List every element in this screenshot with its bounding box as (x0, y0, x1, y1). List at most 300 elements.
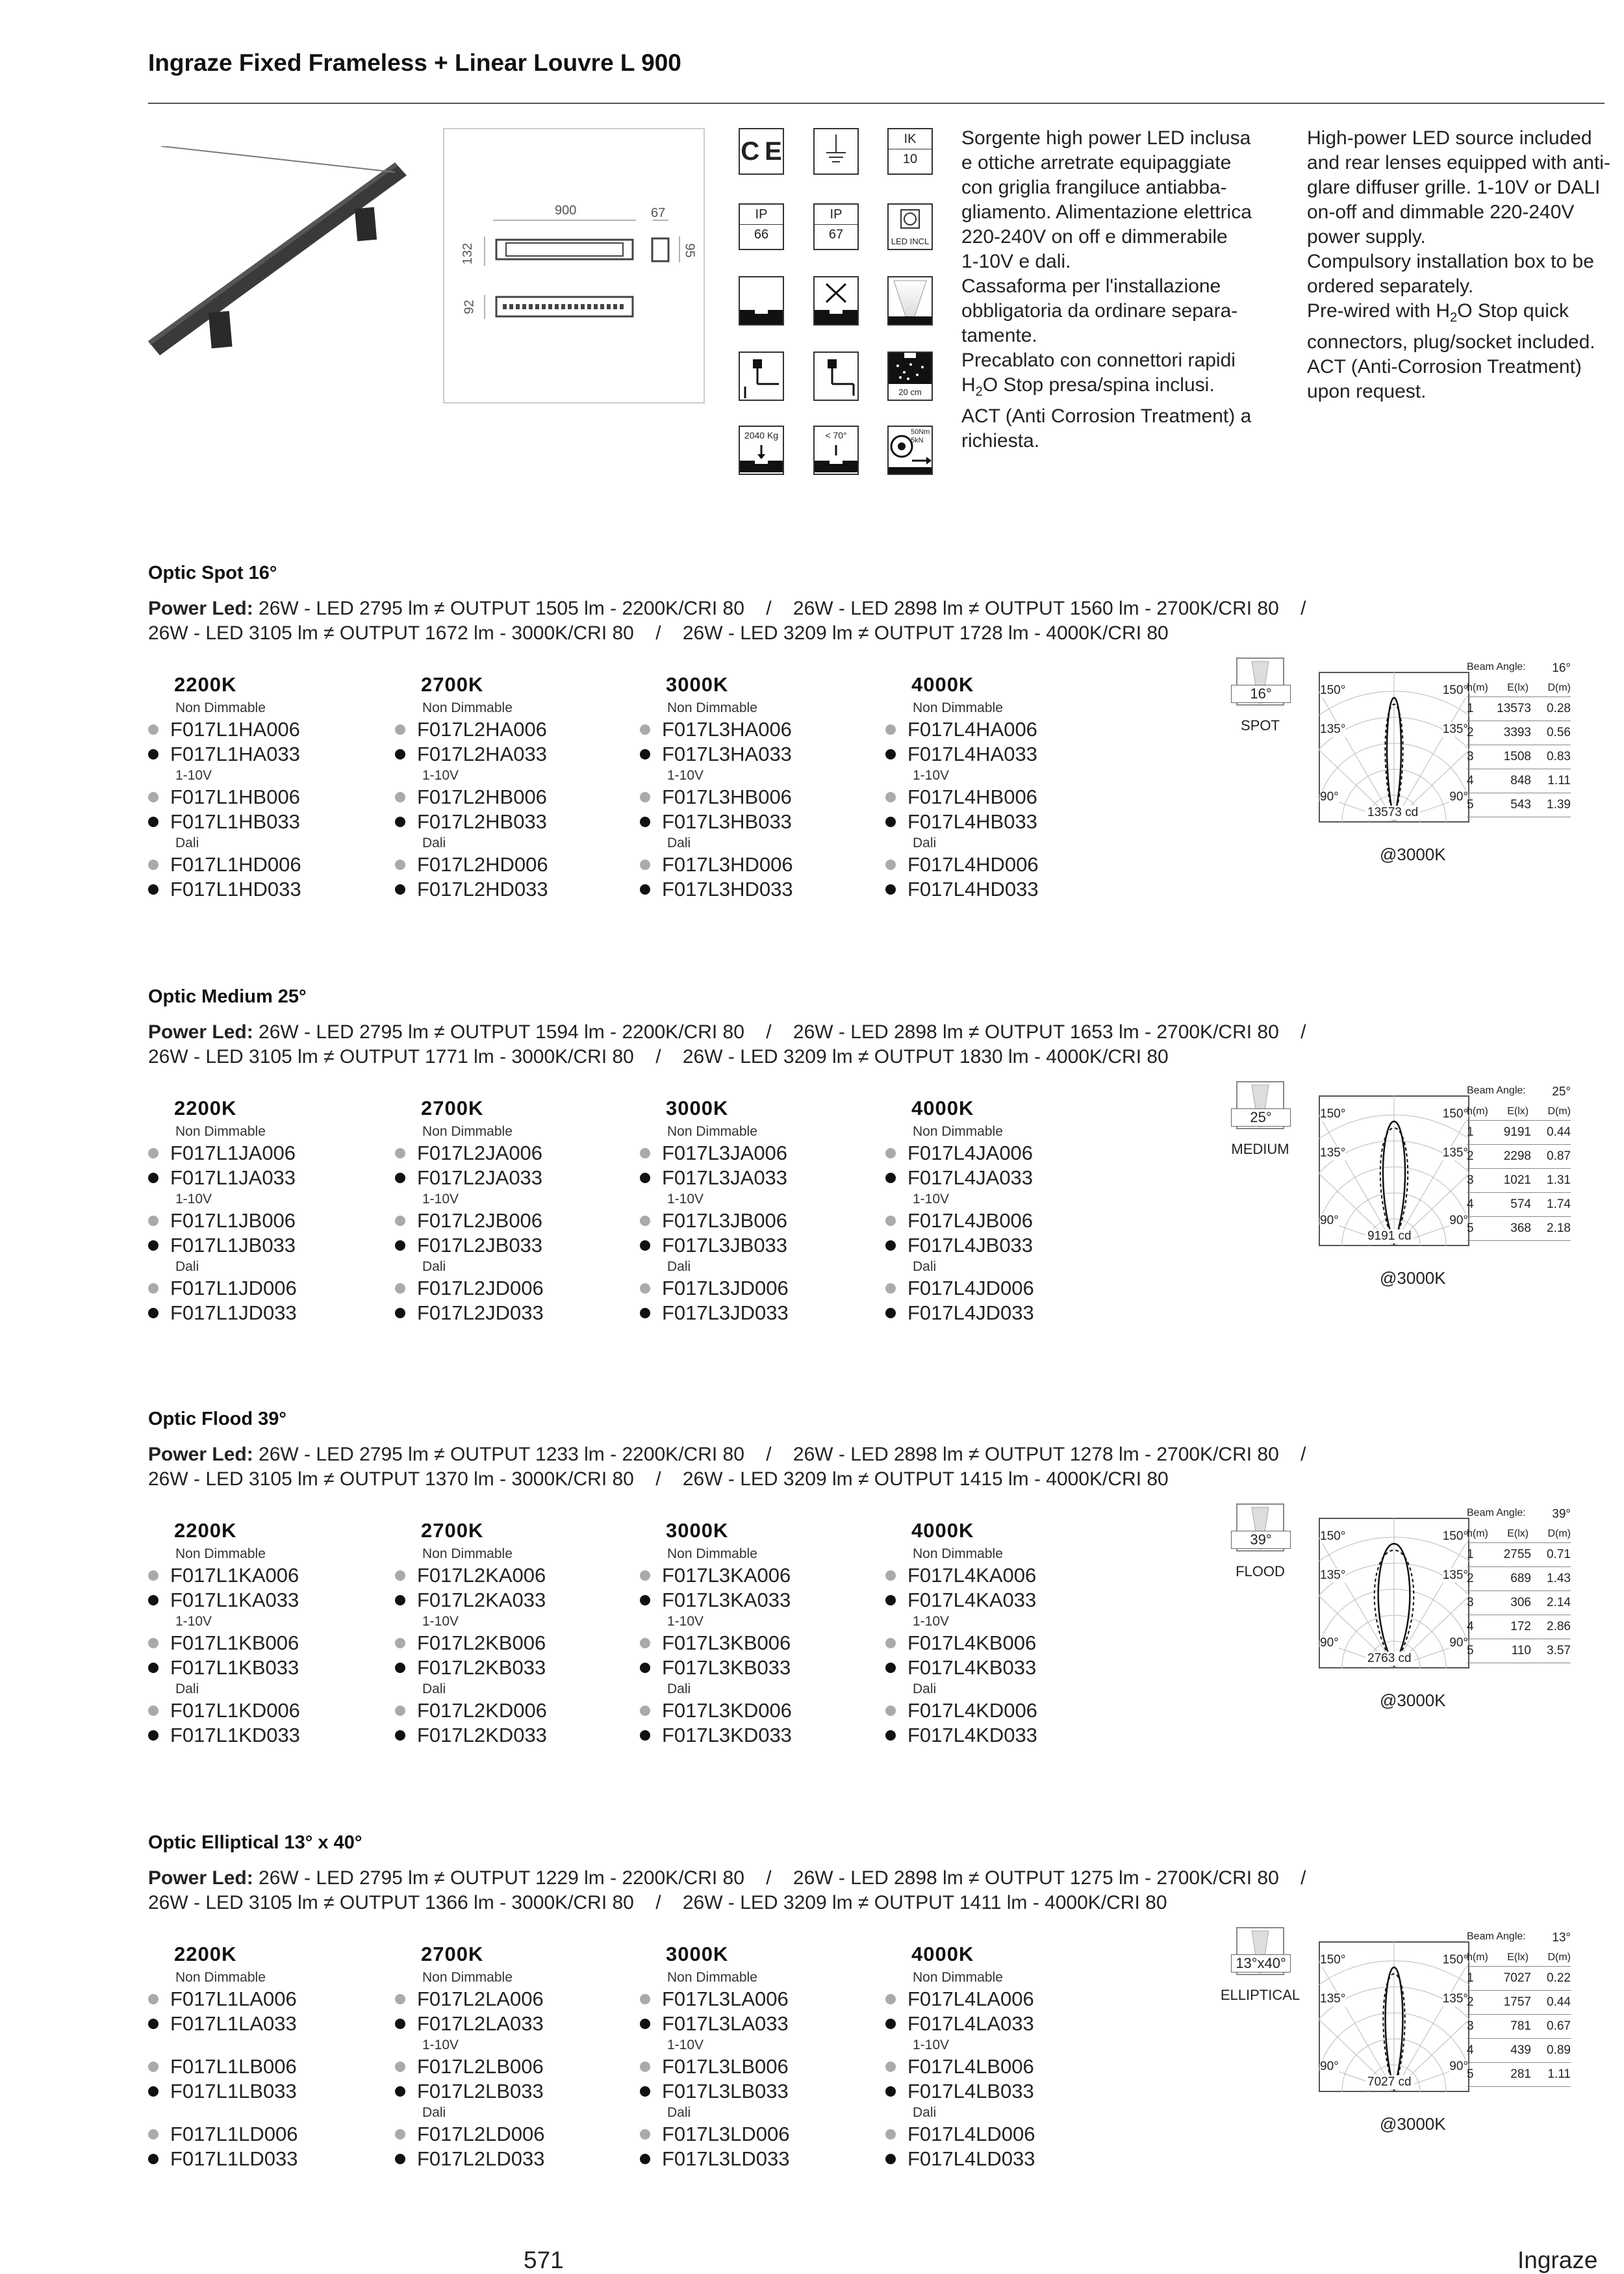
product-code: F017L1HD006 (170, 853, 301, 876)
black-finish-dot (395, 1595, 405, 1605)
ground-icon (813, 128, 859, 175)
black-finish-dot (395, 1173, 405, 1183)
black-finish-dot (148, 817, 159, 827)
dimming-label (175, 2036, 382, 2054)
product-code: F017L3JD006 (662, 1277, 789, 1299)
dimming-label: Dali (422, 836, 446, 850)
beam-table-cell: 13573 (1497, 702, 1531, 715)
dimming-label: 1-10V (913, 768, 950, 783)
grey-finish-dot (148, 1570, 159, 1581)
dimming-label: Non Dimmable (913, 700, 1003, 715)
product-code: F017L1KB006 (170, 1631, 299, 1654)
polar-temperature-label: @3000K (1380, 1691, 1446, 1710)
product-code: F017L2HD033 (417, 878, 548, 901)
product-code-row (148, 1166, 382, 1190)
beam-table-cell: 3 (1467, 750, 1474, 763)
dimming-label: 1-10V (667, 768, 704, 783)
power-line-1 (148, 596, 1306, 620)
product-code-row (148, 1233, 382, 1258)
beam-table-cell: 3 (1467, 1596, 1474, 1609)
dimming-label: Non Dimmable (667, 1124, 757, 1139)
product-code: F017L3LA006 (662, 1987, 789, 2010)
beam-table-row (1467, 1567, 1571, 1591)
black-finish-dot (885, 1730, 896, 1741)
product-code: F017L1KA033 (170, 1589, 299, 1611)
beam-table-cell: 0.22 (1547, 1971, 1571, 1985)
product-code-row (148, 1987, 382, 2012)
beam-table-cell: 306 (1510, 1596, 1531, 1609)
color-temperature: 2700K (421, 1519, 484, 1542)
product-code: F017L3LA033 (662, 2012, 789, 2035)
dimming-label: 1-10V (667, 1614, 704, 1629)
grey-finish-dot (148, 2062, 159, 2072)
gravel-drainage-icon: 20 cm (887, 351, 933, 401)
grey-finish-dot (395, 1148, 405, 1158)
color-temperature: 4000K (911, 1097, 974, 1119)
beam-table-cell: 574 (1510, 1197, 1531, 1211)
product-code: F017L4HB033 (907, 810, 1037, 833)
beam-table-row (1467, 1967, 1571, 1991)
beam-table-cell: 281 (1510, 2067, 1531, 2081)
black-finish-dot (395, 2154, 405, 2164)
product-code-row (885, 810, 1119, 834)
product-code: F017L3HA006 (662, 718, 792, 741)
color-temperature: 2700K (421, 1943, 484, 1965)
product-code-row (148, 810, 382, 834)
product-code: F017L2HB033 (417, 810, 547, 833)
dimming-label: Dali (667, 836, 691, 850)
product-code-row (395, 1301, 629, 1325)
black-finish-dot (885, 884, 896, 895)
description-line: Precablato con connettori rapidi (961, 350, 1236, 371)
product-code: F017L4KA033 (907, 1589, 1037, 1611)
product-code-row (640, 1698, 874, 1723)
product-code-row (395, 742, 629, 767)
beam-angle-title (1467, 1085, 1571, 1099)
description-line: ACT (Anti Corrosion Treatment) a (961, 405, 1252, 427)
product-code-column (640, 673, 874, 902)
grey-finish-dot (395, 792, 405, 802)
beam-angle-value: 13° (1552, 1931, 1571, 1945)
grey-finish-dot (885, 1570, 896, 1581)
product-code-row (395, 2122, 629, 2147)
beam-table-cell: 110 (1511, 1644, 1531, 1657)
product-code-column (640, 1519, 874, 1748)
product-code: F017L3KD006 (662, 1699, 792, 1722)
product-code-row (148, 1141, 382, 1166)
beam-table-cell: 1021 (1503, 1173, 1531, 1187)
grey-finish-dot (885, 1638, 896, 1648)
description-line: Sorgente high power LED inclusa (961, 127, 1251, 149)
product-code-row (640, 1588, 874, 1613)
grey-finish-dot (885, 1706, 896, 1716)
product-code-row (395, 1166, 629, 1190)
grey-finish-dot (395, 1570, 405, 1581)
black-finish-dot (395, 2086, 405, 2097)
grey-finish-dot (640, 1216, 650, 1226)
black-finish-dot (885, 1173, 896, 1183)
beam-table-cell: 0.89 (1547, 2043, 1571, 2057)
beam-table-row (1467, 1991, 1571, 2015)
black-finish-dot (885, 749, 896, 760)
dimming-label: Non Dimmable (175, 700, 266, 715)
grey-finish-dot (148, 1706, 159, 1716)
beam-table-row (1467, 1543, 1571, 1567)
description-line: on-off and dimmable 220-240V (1307, 201, 1575, 223)
product-code: F017L4HA006 (907, 718, 1037, 741)
beam-table-cell: 2 (1467, 1149, 1474, 1163)
product-code: F017L4JB006 (907, 1209, 1034, 1232)
beam-table-header-cell: D(m) (1547, 1528, 1571, 1539)
no-drive-over-icon (813, 276, 859, 326)
beam-table-cell: 1 (1467, 1548, 1474, 1561)
product-code-row (640, 1208, 874, 1233)
dimming-label: Dali (913, 836, 937, 850)
product-code-row (885, 2012, 1119, 2036)
product-code: F017L2HA033 (417, 743, 547, 765)
product-code: F017L3JB006 (662, 1209, 788, 1232)
power-line-1 (148, 1866, 1306, 1890)
product-code: F017L3KB006 (662, 1631, 791, 1654)
beam-table-cell: 3393 (1503, 726, 1531, 739)
product-code-row (148, 1723, 382, 1748)
description-line: Cassaforma per l'installazione (961, 275, 1221, 297)
beam-table-cell: 0.56 (1547, 726, 1571, 739)
grey-finish-dot (148, 1148, 159, 1158)
product-code-row (885, 2147, 1119, 2171)
beam-table-cell: 4 (1467, 774, 1474, 787)
product-code-row (148, 1698, 382, 1723)
description-line: gliamento. Alimentazione elettrica (961, 201, 1252, 223)
technical-drawing (443, 128, 705, 403)
beam-table-cell: 543 (1510, 798, 1531, 811)
impact-force-icon: 50Nm 5kN (887, 426, 933, 475)
product-code: F017L2LD006 (417, 2123, 545, 2145)
beam-table-header-cell: E(lx) (1507, 1528, 1529, 1539)
optic-degree-badge: 39° (1231, 1531, 1291, 1549)
beam-table-cell: 1.39 (1547, 798, 1571, 811)
product-code-row (395, 2054, 629, 2079)
beam-table-cell: 3 (1467, 2019, 1474, 2033)
product-code: F017L2LB006 (417, 2055, 544, 2078)
power-values: 26W - LED 2795 lm ≠ OUTPUT 1505 lm - 2200K/CRI 80 / 26W - LED 2898 lm ≠ OUTPUT 1560 lm - 2700K/CRI 80 / (253, 598, 1306, 619)
beam-table-cell: 848 (1510, 774, 1531, 787)
beam-angle-table (1467, 1507, 1571, 1663)
product-code: F017L1KB033 (170, 1656, 299, 1679)
grey-finish-dot (395, 1994, 405, 2004)
product-code-row (640, 1166, 874, 1190)
beam-table-cell: 7027 (1503, 1971, 1531, 1985)
beam-table-header-cell: D(m) (1547, 1106, 1571, 1117)
product-code-column (885, 1097, 1119, 1325)
product-code-column (885, 1943, 1119, 2171)
grey-finish-dot (148, 2129, 159, 2140)
dimming-label: 1-10V (175, 768, 212, 783)
beam-table-cell: 2.18 (1547, 1221, 1571, 1235)
beam-table-cell: 2298 (1503, 1149, 1531, 1163)
beam-table-cell: 1508 (1503, 750, 1531, 763)
optic-type-label: ELLIPTICAL (1220, 1987, 1300, 2003)
product-code: F017L4JD006 (907, 1277, 1034, 1299)
ik-rating-icon: IK 10 (887, 128, 933, 175)
product-code: F017L1HA006 (170, 718, 300, 741)
dimming-label: Dali (175, 1681, 199, 1696)
grey-finish-dot (148, 792, 159, 802)
beam-table-cell: 2 (1467, 1995, 1474, 2009)
polar-candela-label: 9191 cd (1365, 1229, 1414, 1244)
product-code: F017L2HD006 (417, 853, 548, 876)
black-finish-dot (395, 2019, 405, 2029)
product-code: F017L3HA033 (662, 743, 792, 765)
description-line: High-power LED source included (1307, 127, 1592, 149)
black-finish-dot (885, 817, 896, 827)
black-finish-dot (148, 1308, 159, 1318)
grey-finish-dot (640, 1706, 650, 1716)
beam-table-header-cell: E(lx) (1507, 1952, 1529, 1963)
grey-finish-dot (885, 2129, 896, 2140)
optic-type-label: MEDIUM (1231, 1141, 1289, 1157)
beam-table-row (1467, 697, 1571, 721)
color-temperature: 2200K (174, 1943, 237, 1965)
section-title: Optic Elliptical 13° x 40° (148, 1832, 362, 1853)
beam-table-row (1467, 793, 1571, 817)
grey-finish-dot (148, 1994, 159, 2004)
beam-table-header (1467, 1952, 1571, 1967)
product-code-row (148, 717, 382, 742)
section-title: Optic Flood 39° (148, 1409, 286, 1429)
grey-finish-dot (395, 1638, 405, 1648)
product-code-row (885, 717, 1119, 742)
product-code-column (148, 1519, 382, 1748)
color-temperature: 3000K (666, 1943, 729, 1965)
grey-finish-dot (885, 1283, 896, 1294)
dim-base: 92 (462, 300, 477, 314)
product-code: F017L4JD033 (907, 1301, 1034, 1324)
color-temperature: 4000K (911, 1519, 974, 1542)
optic-type-label: SPOT (1241, 717, 1280, 734)
dimming-label: Non Dimmable (175, 1124, 266, 1139)
beam-table-cell: 1.74 (1547, 1197, 1571, 1211)
dimming-label: 1-10V (422, 1614, 459, 1629)
product-code: F017L1LD033 (170, 2147, 298, 2170)
beam-angle-value: 16° (1552, 661, 1571, 675)
product-code: F017L2JB006 (417, 1209, 543, 1232)
dimming-label: Non Dimmable (422, 1970, 513, 1985)
led-included-icon: LED INCL (887, 203, 933, 250)
product-code-column (395, 673, 629, 902)
beam-table-row (1467, 1145, 1571, 1169)
product-code-row (640, 2012, 874, 2036)
product-code-row (148, 1588, 382, 1613)
product-code-row (395, 2079, 629, 2104)
black-finish-dot (640, 1240, 650, 1251)
description-line: 1-10V e dali. (961, 251, 1071, 272)
product-code: F017L1LA006 (170, 1987, 297, 2010)
beam-table-cell: 0.83 (1547, 750, 1571, 763)
plug-connector-icon (739, 351, 784, 401)
beam-table-cell: 1 (1467, 702, 1474, 715)
product-code: F017L1HB006 (170, 786, 300, 808)
black-finish-dot (148, 1730, 159, 1741)
dimming-label: 1-10V (913, 1614, 950, 1629)
grey-finish-dot (395, 1706, 405, 1716)
product-code: F017L3JA006 (662, 1142, 788, 1164)
product-code: F017L1JD033 (170, 1301, 297, 1324)
socket-connector-icon (813, 351, 859, 401)
product-code-row (885, 877, 1119, 902)
grey-finish-dot (395, 860, 405, 870)
product-code: F017L2HB006 (417, 786, 547, 808)
product-code-row (395, 852, 629, 877)
black-finish-dot (148, 2154, 159, 2164)
product-code: F017L3KD033 (662, 1724, 792, 1746)
power-line-1 (148, 1442, 1306, 1466)
beam-table-header-cell: D(m) (1547, 1952, 1571, 1963)
grey-finish-dot (640, 1283, 650, 1294)
product-code: F017L4LD033 (907, 2147, 1035, 2170)
beam-table-row (1467, 1591, 1571, 1615)
product-code: F017L1JA033 (170, 1166, 296, 1189)
black-finish-dot (395, 817, 405, 827)
dimming-label: Dali (667, 1259, 691, 1274)
product-code: F017L3LD006 (662, 2123, 790, 2145)
power-line-1 (148, 1020, 1306, 1044)
product-code-column (395, 1097, 629, 1325)
product-code: F017L1LB006 (170, 2055, 297, 2078)
product-code: F017L4LD006 (907, 2123, 1035, 2145)
color-temperature: 2200K (174, 1097, 237, 1119)
beam-table-row (1467, 2063, 1571, 2087)
product-code-row (148, 2054, 382, 2079)
black-finish-dot (885, 1595, 896, 1605)
product-code: F017L3HD033 (662, 878, 793, 901)
product-code-row (395, 1655, 629, 1680)
dim-length: 900 (555, 203, 577, 218)
section-title: Optic Spot 16° (148, 563, 277, 583)
beam-angle-table (1467, 1085, 1571, 1241)
product-code-row (885, 1631, 1119, 1655)
polar-diagram: 150° 150° 135° 135° 90° 90° 7027 cd (1319, 1941, 1469, 2092)
product-code: F017L1HA033 (170, 743, 300, 765)
product-code: F017L4KD033 (907, 1724, 1037, 1746)
product-code: F017L2LB033 (417, 2080, 544, 2102)
beam-table-cell: 0.44 (1547, 1995, 1571, 2009)
product-code: F017L4LB006 (907, 2055, 1034, 2078)
ce-mark-icon: C E (739, 128, 784, 175)
product-code-column (148, 673, 382, 902)
beam-table-cell: 5 (1467, 1221, 1474, 1235)
beam-table-cell: 0.87 (1547, 1149, 1571, 1163)
beam-table-row (1467, 1217, 1571, 1241)
beam-table-header-cell: E(lx) (1507, 682, 1529, 693)
product-code-row (640, 1233, 874, 1258)
ip67-icon: IP 67 (813, 203, 859, 250)
description-line: ordered separately. (1307, 275, 1474, 297)
description-line: connectors, plug/socket included. (1307, 331, 1595, 353)
polar-candela-label: 2763 cd (1365, 1652, 1414, 1666)
power-line-2: 26W - LED 3105 lm ≠ OUTPUT 1771 lm - 3000K/CRI 80 / 26W - LED 3209 lm ≠ OUTPUT 1830 lm - 4000K/CRI 80 (148, 1046, 1169, 1067)
product-code-row (395, 1563, 629, 1588)
dimming-label: 1-10V (175, 1614, 212, 1629)
product-code-column (640, 1097, 874, 1325)
dimming-label: Dali (913, 1681, 937, 1696)
product-code: F017L2HA006 (417, 718, 547, 741)
product-code: F017L3LB033 (662, 2080, 789, 2102)
description-line: Pre-wired with $H_2O$ Stop quick (1307, 300, 1569, 325)
beam-angle-title (1467, 1931, 1571, 1945)
product-code-row (148, 877, 382, 902)
polar-candela-label: 7027 cd (1365, 2075, 1414, 2089)
color-temperature: 2200K (174, 1519, 237, 1542)
black-finish-dot (395, 884, 405, 895)
dimming-label: Non Dimmable (422, 700, 513, 715)
beam-angle-value: 39° (1552, 1507, 1571, 1521)
dimming-label: Non Dimmable (667, 1970, 757, 1985)
beam-table-header (1467, 682, 1571, 697)
power-values: 26W - LED 2795 lm ≠ OUTPUT 1594 lm - 2200K/CRI 80 / 26W - LED 2898 lm ≠ OUTPUT 1653 lm - 2700K/CRI 80 / (253, 1021, 1306, 1043)
dimming-label: Dali (667, 1681, 691, 1696)
color-temperature: 2700K (421, 1097, 484, 1119)
surface-temperature-icon: < 70° (813, 426, 859, 475)
beam-table-cell: 5 (1467, 1644, 1474, 1657)
product-code-row (885, 1698, 1119, 1723)
product-code: F017L2KD006 (417, 1699, 547, 1722)
product-code: F017L3KB033 (662, 1656, 791, 1679)
dimming-label: Dali (422, 2105, 446, 2120)
description-line: and rear lenses equipped with anti- (1307, 152, 1610, 173)
product-code-row (395, 1276, 629, 1301)
beam-table-header-cell: E(lx) (1507, 1106, 1529, 1117)
dimming-label: Non Dimmable (913, 1546, 1003, 1561)
product-code-row (640, 1563, 874, 1588)
beam-table-cell: 2.14 (1547, 1596, 1571, 1609)
product-code-row (885, 852, 1119, 877)
product-code: F017L1JB006 (170, 1209, 296, 1232)
product-code-row (885, 1563, 1119, 1588)
grey-finish-dot (885, 860, 896, 870)
beam-table-row (1467, 1639, 1571, 1663)
black-finish-dot (640, 817, 650, 827)
product-code-row (148, 2079, 382, 2104)
beam-table-row (1467, 721, 1571, 745)
beam-table-cell: 1757 (1503, 1995, 1531, 2009)
product-code: F017L1HB033 (170, 810, 300, 833)
product-code-row (885, 1987, 1119, 2012)
beam-table-cell: 689 (1510, 1572, 1531, 1585)
product-code-row (885, 1233, 1119, 1258)
product-code: F017L3JB033 (662, 1234, 788, 1257)
product-image (148, 146, 408, 361)
grey-finish-dot (885, 1216, 896, 1226)
power-label: Power Led: (148, 1867, 253, 1889)
beam-table-cell: 172 (1510, 1620, 1531, 1633)
product-code-row (395, 717, 629, 742)
product-code: F017L4JB033 (907, 1234, 1034, 1257)
product-code: F017L1JD006 (170, 1277, 297, 1299)
optic-degree-badge: 25° (1231, 1108, 1291, 1127)
beam-table-cell: 0.44 (1547, 1125, 1571, 1139)
dimming-label: Non Dimmable (175, 1546, 266, 1561)
beam-table-row (1467, 769, 1571, 793)
dim-width: 67 (651, 206, 666, 220)
product-code-row (395, 810, 629, 834)
beam-table-cell: 439 (1510, 2043, 1531, 2057)
beam-table-cell: 3.57 (1547, 1644, 1571, 1657)
dimming-label: Dali (913, 2105, 937, 2120)
product-code-column (148, 1943, 382, 2171)
black-finish-dot (885, 2154, 896, 2164)
grey-finish-dot (885, 724, 896, 735)
